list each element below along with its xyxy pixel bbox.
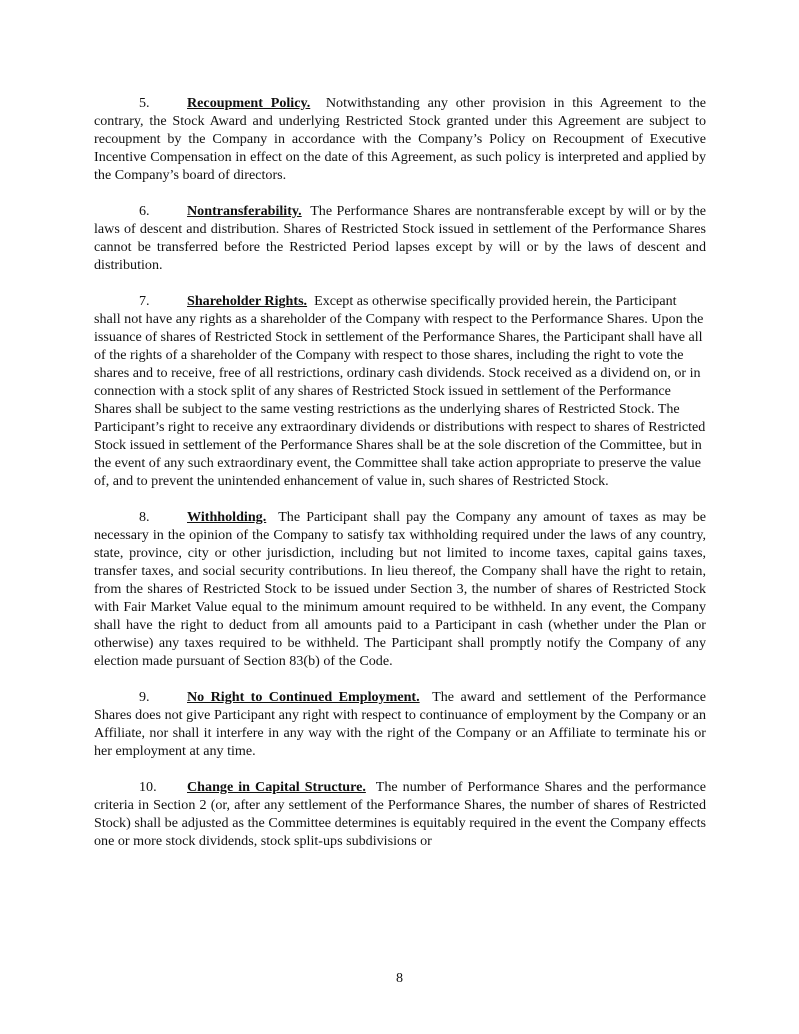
section-number: 6. <box>139 203 150 219</box>
section-change-in-capital-structure <box>94 778 706 850</box>
section-number: 9. <box>139 689 150 705</box>
section-recoupment-policy <box>94 94 706 184</box>
section-text: The award and settlement of the Performance Shares does not give Participant any right with respect to continuance of employment by the Company or an Affiliate, nor shall it interfere in any way with the right of the Company or an Affiliate to terminate his or her employment at any time. <box>94 689 706 759</box>
section-text: The Participant shall pay the Company any amount of taxes as may be necessary in the opinion of the Company to satisfy tax withholding required under the laws of any country, state, province, city or other jurisdiction, including but not limited to income taxes, capital gains taxes, transfer taxes, and social security contributions. In lieu thereof, the Company shall have the right to retain, from the shares of Restricted Stock to be issued under Section 3, the number of shares of Restricted Stock with Fair Market Value equal to the minimum amount required to be withheld. In any event, the Company shall have the right to deduct from all amounts paid to a Participant in cash (whether under the Plan or otherwise) any taxes required to be withheld. The Participant shall promptly notify the Company of any election made pursuant of Section 83(b) of the Code. <box>94 509 706 669</box>
section-heading: Change in Capital Structure. <box>187 779 366 795</box>
section-number: 5. <box>139 95 150 111</box>
section-heading: Recoupment Policy. <box>187 95 311 111</box>
page-number: 8 <box>395 970 404 986</box>
section-number: 10. <box>139 779 157 795</box>
section-heading: No Right to Continued Employment. <box>187 689 420 705</box>
section-shareholder-rights <box>94 292 706 490</box>
section-heading: Shareholder Rights. <box>187 293 308 309</box>
section-heading: Nontransferability. <box>187 203 302 219</box>
section-heading: Withholding. <box>187 509 267 525</box>
section-text: Notwithstanding any other provision in this Agreement to the contrary, the Stock Award and underlying Restricted Stock granted under this Agreement are subject to recoupment by the Company in accordance with the Company’s Policy on Recoupment of Executive Incentive Compensation in effect on the date of this Agreement, as such policy is interpreted and applied by the Company’s board of directors. <box>94 95 706 183</box>
section-text: The number of Performance Shares and the performance criteria in Section 2 (or, after any settlement of the Performance Shares, the number of shares of Restricted Stock) shall be adjusted as the Committee determines is equitably required in the event the Company effects one or more stock dividends, stock split-ups subdivisions or <box>94 779 707 849</box>
section-withholding <box>94 508 706 670</box>
section-nontransferability <box>94 202 706 274</box>
section-number: 8. <box>139 509 150 525</box>
section-no-right-to-continued-employment <box>94 688 706 760</box>
document-body <box>94 94 706 868</box>
section-number: 7. <box>139 293 150 309</box>
section-text: Except as otherwise specifically provided herein, the Participant shall not have any rights as a shareholder of the Company with respect to the Performance Shares. Upon the issuance of shares of Restricted Stock in settlement of the Performance Shares, the Participant shall have all of the rights of a shareholder of the Company with respect to those shares, including the right to vote the shares and to receive, free of all restrictions, ordinary cash dividends. Stock received as a dividend on, or in connection with a stock split of any shares of Restricted Stock issued in settlement of the Performance Shares shall be subject to the same vesting restrictions as the underlying shares of Restricted Stock. The Participant’s right to receive any extraordinary dividends or distributions with respect to shares of Restricted Stock issued in settlement of the Performance Shares shall be at the sole discretion of the Committee, but in the event of any such extraordinary event, the Committee shall take action appropriate to preserve the value of, and to prevent the unintended enhancement of value in, such shares of Restricted Stock. <box>94 293 706 489</box>
section-text: The Performance Shares are nontransferable except by will or by the laws of descent and distribution. Shares of Restricted Stock issued in settlement of the Performance Shares cannot be transferred before the Restricted Period lapses except by will or by the laws of descent and distribution. <box>94 203 707 273</box>
